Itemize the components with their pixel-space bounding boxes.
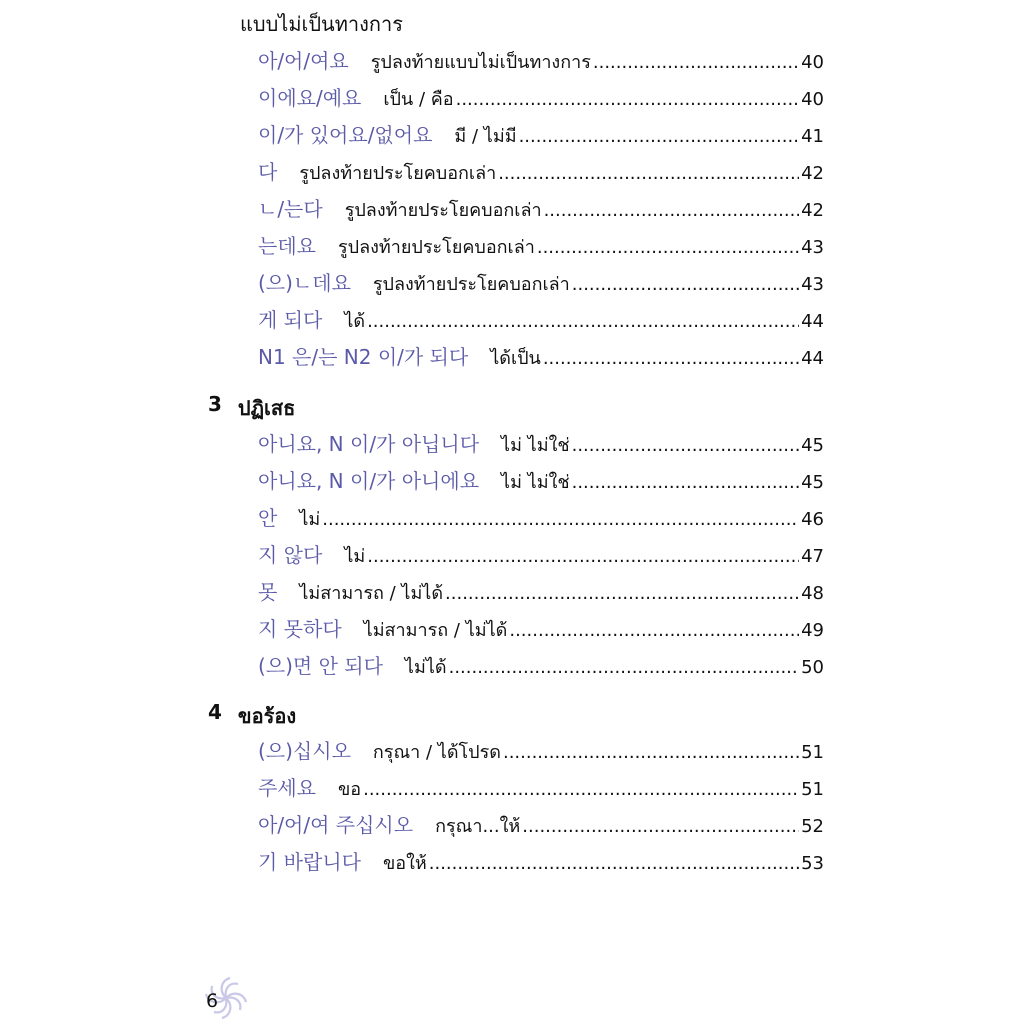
entry-page-number: 43 (801, 237, 824, 258)
toc-entry[interactable] (258, 735, 824, 765)
korean-grammar-pattern: 아니요, N 이/가 아니에요 (258, 469, 480, 493)
korean-grammar-pattern: 는데요 (258, 234, 316, 258)
thai-meaning: รูปลงท้ายแบบไม่เป็นทางการ (370, 52, 591, 73)
thai-meaning: ไม่ ไม่ใช่ (501, 435, 570, 456)
entry-page-number: 53 (801, 853, 824, 874)
thai-meaning: รูปลงท้ายประโยคบอกเล่า (372, 274, 570, 295)
dot-leader (322, 509, 799, 530)
section-title: ปฏิเสธ (237, 396, 296, 420)
thai-meaning: ได้เป็น (490, 348, 541, 369)
entry-page-number: 51 (801, 742, 824, 763)
page-number: 6 (206, 990, 219, 1012)
thai-meaning: ไม่สามารถ / ไม่ได้ (299, 583, 444, 604)
toc-entry[interactable] (258, 341, 824, 371)
thai-meaning: รูปลงท้ายประโยคบอกเล่า (344, 200, 542, 221)
section-number: 3 (208, 392, 222, 416)
korean-grammar-pattern: 게 되다 (258, 308, 323, 332)
korean-grammar-pattern: 아니요, N 이/가 아닙니다 (258, 432, 480, 456)
thai-meaning: กรุณา...ให้ (435, 816, 521, 837)
toc-entry[interactable] (258, 846, 824, 876)
toc-entry[interactable] (258, 650, 824, 680)
dot-leader (449, 657, 800, 678)
korean-grammar-pattern: 지 못하다 (258, 617, 342, 641)
korean-grammar-pattern: 주세요 (258, 776, 316, 800)
dot-leader (593, 52, 799, 73)
entry-page-number: 45 (801, 472, 824, 493)
korean-grammar-pattern: 이에요/예요 (258, 86, 362, 110)
dot-leader (537, 237, 799, 258)
toc-entry[interactable] (258, 119, 824, 149)
thai-meaning: ไม่ (299, 509, 321, 530)
entry-page-number: 46 (801, 509, 824, 530)
korean-grammar-pattern: (으)십시오 (258, 739, 351, 763)
korean-grammar-pattern: 다 (258, 160, 278, 184)
dot-leader (445, 583, 799, 604)
toc-entry[interactable] (258, 772, 824, 802)
thai-meaning: ไม่สามารถ / ไม่ได้ (363, 620, 508, 641)
toc-entry[interactable] (258, 267, 824, 297)
korean-grammar-pattern: 이/가 있어요/없어요 (258, 123, 433, 147)
toc-entry[interactable] (258, 539, 824, 569)
entry-page-number: 48 (801, 583, 824, 604)
dot-leader (363, 779, 799, 800)
dot-leader (367, 311, 799, 332)
entry-page-number: 42 (801, 200, 824, 221)
thai-meaning: ไม่ได้ (404, 657, 447, 678)
toc-entry[interactable] (258, 45, 824, 75)
dot-leader (543, 348, 799, 369)
thai-meaning: ขอให้ (382, 853, 427, 874)
dot-leader (367, 546, 799, 567)
korean-grammar-pattern: 못 (258, 580, 278, 604)
korean-grammar-pattern: (으)면 안 되다 (258, 654, 383, 678)
entry-page-number: 44 (801, 311, 824, 332)
subheading: แบบไม่เป็นทางการ (240, 12, 403, 36)
korean-grammar-pattern: 안 (258, 506, 278, 530)
entry-page-number: 40 (801, 52, 824, 73)
korean-grammar-pattern: 기 바랍니다 (258, 850, 361, 874)
dot-leader (503, 742, 799, 763)
entry-page-number: 40 (801, 89, 824, 110)
toc-entry[interactable] (258, 156, 824, 186)
toc-entry[interactable] (258, 809, 824, 839)
dot-leader (429, 853, 799, 874)
dot-leader (572, 472, 800, 493)
thai-meaning: ไม่ (344, 546, 366, 567)
dot-leader (498, 163, 799, 184)
korean-grammar-pattern: 아/어/여 주십시오 (258, 813, 414, 837)
dot-leader (544, 200, 800, 221)
toc-entry[interactable] (258, 576, 824, 606)
thai-meaning: รูปลงท้ายประโยคบอกเล่า (337, 237, 535, 258)
entry-page-number: 49 (801, 620, 824, 641)
section-heading-3 (208, 392, 295, 424)
toc-entry[interactable] (258, 502, 824, 532)
entry-page-number: 44 (801, 348, 824, 369)
entry-page-number: 42 (801, 163, 824, 184)
dot-leader (522, 816, 799, 837)
korean-grammar-pattern: ㄴ/는다 (258, 197, 323, 221)
entry-page-number: 47 (801, 546, 824, 567)
dot-leader (509, 620, 799, 641)
entry-page-number: 41 (801, 126, 824, 147)
entry-page-number: 51 (801, 779, 824, 800)
dot-leader (572, 435, 800, 456)
thai-meaning: กรุณา / ได้โปรด (372, 742, 501, 763)
section-number: 4 (208, 700, 222, 724)
thai-meaning: เป็น / คือ (383, 89, 454, 110)
korean-grammar-pattern: N1 은/는 N2 이/가 되다 (258, 345, 469, 369)
korean-grammar-pattern: 지 않다 (258, 543, 323, 567)
section-heading-4 (208, 700, 296, 732)
toc-entry[interactable] (258, 193, 824, 223)
dot-leader (456, 89, 800, 110)
korean-grammar-pattern: 아/어/여요 (258, 49, 349, 73)
toc-entry[interactable] (258, 304, 824, 334)
entry-page-number: 50 (801, 657, 824, 678)
entry-page-number: 45 (801, 435, 824, 456)
toc-entry[interactable] (258, 230, 824, 260)
dot-leader (572, 274, 799, 295)
dot-leader (519, 126, 800, 147)
section-title: ขอร้อง (237, 704, 297, 728)
entry-page-number: 52 (801, 816, 824, 837)
toc-entry[interactable] (258, 428, 824, 458)
thai-meaning: ไม่ ไม่ใช่ (501, 472, 570, 493)
thai-meaning: รูปลงท้ายประโยคบอกเล่า (299, 163, 497, 184)
entry-page-number: 43 (801, 274, 824, 295)
thai-meaning: มี / ไม่มี (454, 126, 517, 147)
toc-entry[interactable] (258, 82, 824, 112)
thai-meaning: ขอ (337, 779, 362, 800)
thai-meaning: ได้ (344, 311, 366, 332)
toc-entry[interactable] (258, 465, 824, 495)
toc-entry[interactable] (258, 613, 824, 643)
korean-grammar-pattern: (으)ㄴ데요 (258, 271, 351, 295)
